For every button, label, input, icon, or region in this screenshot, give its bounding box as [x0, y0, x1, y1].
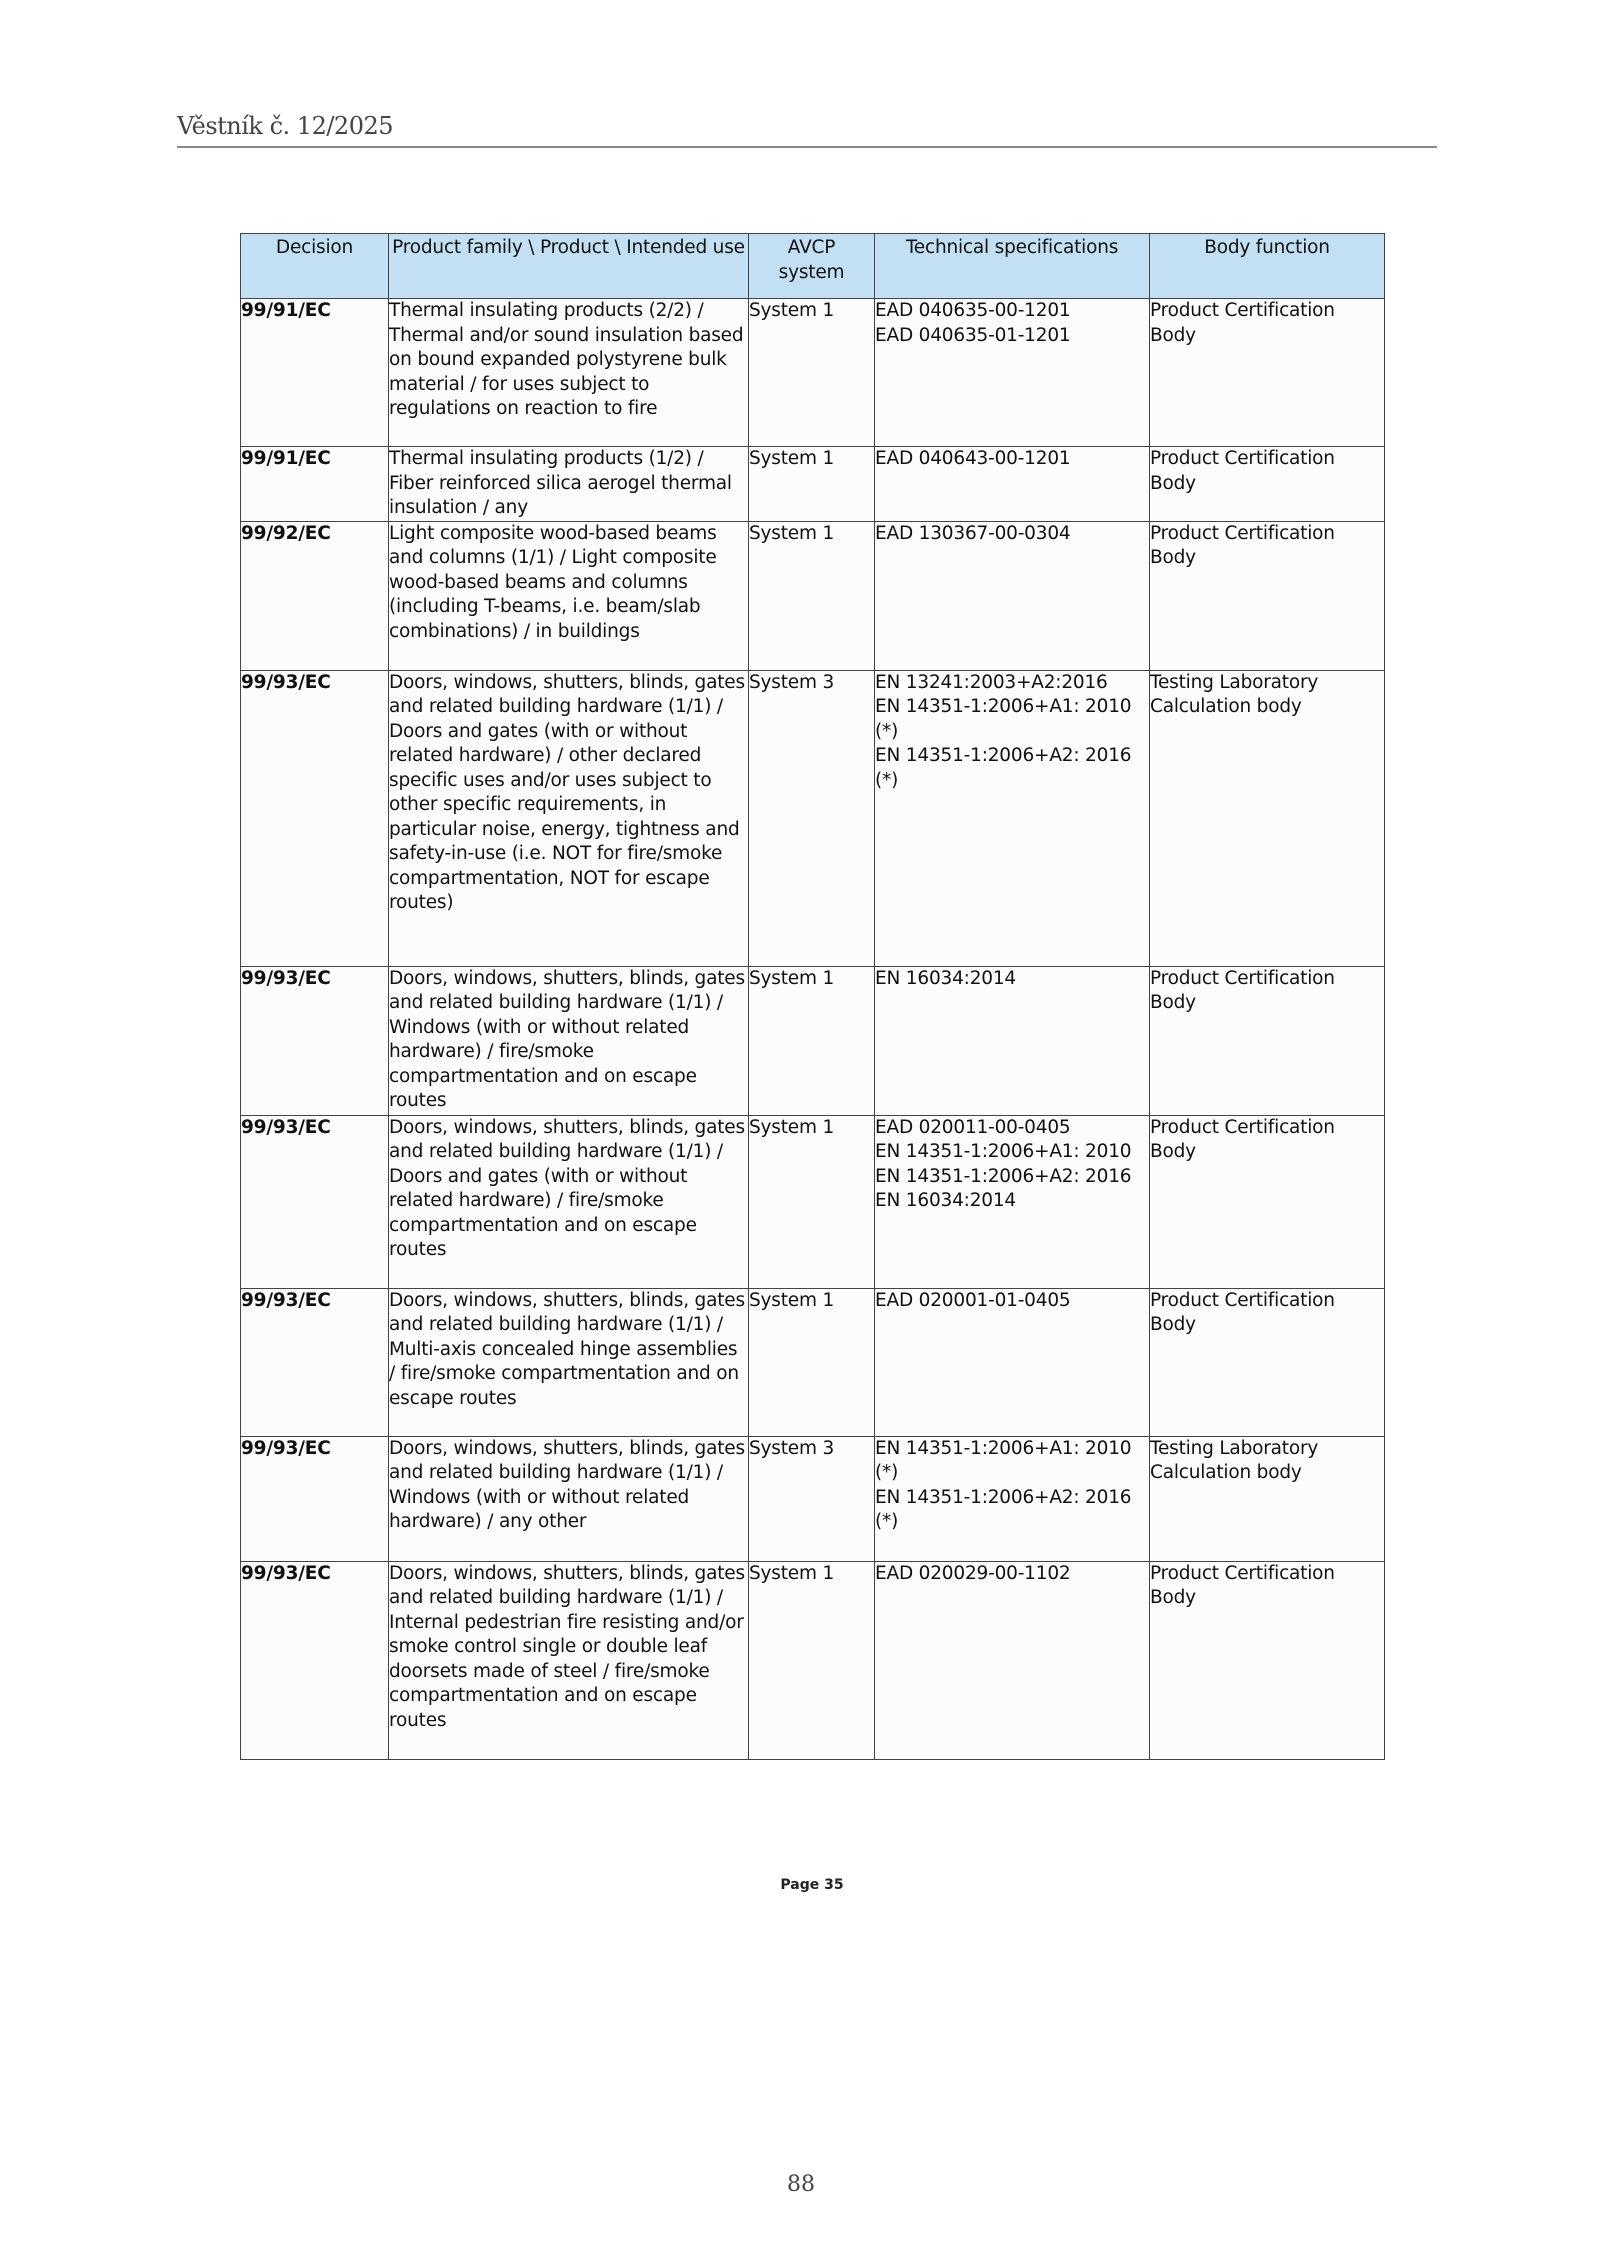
spec-line: EN 13241:2003+A2:2016	[875, 671, 1108, 693]
product-cell: Doors, windows, shutters, blinds, gates and related building hardware (1/1) / Windows (with or without related hardware) / any other	[389, 1436, 749, 1561]
product-cell: Doors, windows, shutters, blinds, gates and related building hardware (1/1) / Doors and gates (with or without related hardware) / other declared specific uses and/or uses subject to other specific requirements, in particular noise, energy, tightness and safety-in-use (i.e. NOT for fire/smoke compartmentation, NOT for escape routes)	[389, 670, 749, 966]
table-row	[241, 1436, 1385, 1561]
col-header-decision: Decision	[241, 234, 389, 299]
avcp-cell: System 1	[749, 447, 875, 522]
avcp-cell: System 1	[749, 966, 875, 1115]
decision-cell: 99/93/EC	[241, 1561, 389, 1759]
col-header-avcp: AVCP system	[749, 234, 875, 299]
spec-line: EAD 040643-00-1201	[875, 448, 1071, 469]
avcp-cell: System 3	[749, 670, 875, 966]
spec-line: EAD 020029-00-1102	[875, 1562, 1071, 1584]
body-function-cell: Product Certification Body	[1150, 1288, 1385, 1436]
decision-cell: 99/93/EC	[241, 670, 389, 966]
col-header-specs: Technical specifications	[875, 234, 1150, 299]
spec-line: EN 14351-1:2006+A1: 2010	[875, 1141, 1132, 1162]
product-cell: Thermal insulating products (2/2) / Thermal and/or sound insulation based on bound expanded polystyrene bulk material / for uses subject to regulations on reaction to fire	[389, 299, 749, 447]
body-function-cell: Testing Laboratory Calculation body	[1150, 1436, 1385, 1561]
spec-line: EN 14351-1:2006+A2: 2016 (*)	[875, 745, 1132, 791]
product-cell: Thermal insulating products (1/2) / Fiber reinforced silica aerogel thermal insulation / any	[389, 447, 749, 522]
body-function-cell: Product Certification Body	[1150, 299, 1385, 447]
decision-cell: 99/92/EC	[241, 521, 389, 670]
avcp-cell: System 3	[749, 1436, 875, 1561]
col-header-product: Product family \ Product \ Intended use	[389, 234, 749, 299]
decision-cell: 99/91/EC	[241, 299, 389, 447]
spec-line: EN 14351-1:2006+A2: 2016 (*)	[875, 1486, 1132, 1532]
spec-line: EAD 040635-01-1201	[875, 324, 1071, 346]
decision-cell: 99/93/EC	[241, 966, 389, 1115]
body-function-cell: Product Certification Body	[1150, 447, 1385, 522]
body-function-cell: Product Certification Body	[1150, 1561, 1385, 1759]
table-row	[241, 447, 1385, 522]
body-function-cell: Testing Laboratory Calculation body	[1150, 670, 1385, 966]
decision-cell: 99/93/EC	[241, 1436, 389, 1561]
decision-cell: 99/91/EC	[241, 447, 389, 522]
spec-line: EN 16034:2014	[875, 1190, 1016, 1211]
table-header-row	[241, 234, 1385, 299]
specs-cell	[875, 1115, 1150, 1288]
col-header-body: Body function	[1150, 234, 1385, 299]
table-row	[241, 1561, 1385, 1759]
specs-cell	[875, 1561, 1150, 1759]
specs-cell	[875, 521, 1150, 670]
spec-line: EN 14351-1:2006+A2: 2016	[875, 1165, 1132, 1187]
specs-cell	[875, 966, 1150, 1115]
body-function-cell: Product Certification Body	[1150, 521, 1385, 670]
avcp-cell: System 1	[749, 299, 875, 447]
table-row	[241, 521, 1385, 670]
body-function-cell: Product Certification Body	[1150, 1115, 1385, 1288]
table-row	[241, 670, 1385, 966]
product-cell: Doors, windows, shutters, blinds, gates and related building hardware (1/1) / Windows (with or without related hardware) / fire/smoke compartmentation and on escape routes	[389, 966, 749, 1115]
page-label: Page 35	[780, 1877, 844, 1893]
table-row	[241, 1115, 1385, 1288]
decision-cell: 99/93/EC	[241, 1115, 389, 1288]
avcp-cell: System 1	[749, 1561, 875, 1759]
page-number: 88	[787, 2172, 815, 2197]
specs-cell	[875, 670, 1150, 966]
spec-line: EN 14351-1:2006+A1: 2010 (*)	[875, 696, 1132, 742]
specs-cell	[875, 299, 1150, 447]
specs-cell	[875, 1288, 1150, 1436]
spec-line: EAD 020011-00-0405	[875, 1116, 1071, 1138]
table-row	[241, 1288, 1385, 1436]
header-rule	[177, 146, 1437, 148]
product-cell: Doors, windows, shutters, blinds, gates and related building hardware (1/1) / Doors and gates (with or without related hardware) / fire/smoke compartmentation and on escape routes	[389, 1115, 749, 1288]
avcp-cell: System 1	[749, 1115, 875, 1288]
table-row	[241, 966, 1385, 1115]
table-row	[241, 299, 1385, 447]
spec-line: EAD 130367-00-0304	[875, 522, 1071, 544]
decision-cell: 99/93/EC	[241, 1288, 389, 1436]
avcp-table	[240, 233, 1385, 1760]
spec-line: EAD 040635-00-1201	[875, 300, 1071, 321]
spec-line: EN 14351-1:2006+A1: 2010 (*)	[875, 1437, 1132, 1483]
specs-cell	[875, 1436, 1150, 1561]
product-cell: Doors, windows, shutters, blinds, gates and related building hardware (1/1) / Internal pedestrian fire resisting and/or smoke control single or double leaf doorsets made of steel / fire/smoke compartmentation and on escape routes	[389, 1561, 749, 1759]
avcp-cell: System 1	[749, 1288, 875, 1436]
spec-line: EAD 020001-01-0405	[875, 1289, 1071, 1311]
avcp-cell: System 1	[749, 521, 875, 670]
running-title: Věstník č. 12/2025	[177, 112, 393, 140]
product-cell: Light composite wood-based beams and columns (1/1) / Light composite wood-based beams and columns (including T-beams, i.e. beam/slab combinations) / in buildings	[389, 521, 749, 670]
body-function-cell: Product Certification Body	[1150, 966, 1385, 1115]
spec-line: EN 16034:2014	[875, 967, 1016, 989]
product-cell: Doors, windows, shutters, blinds, gates and related building hardware (1/1) / Multi-axis concealed hinge assemblies / fire/smoke compartmentation and on escape routes	[389, 1288, 749, 1436]
specs-cell	[875, 447, 1150, 522]
